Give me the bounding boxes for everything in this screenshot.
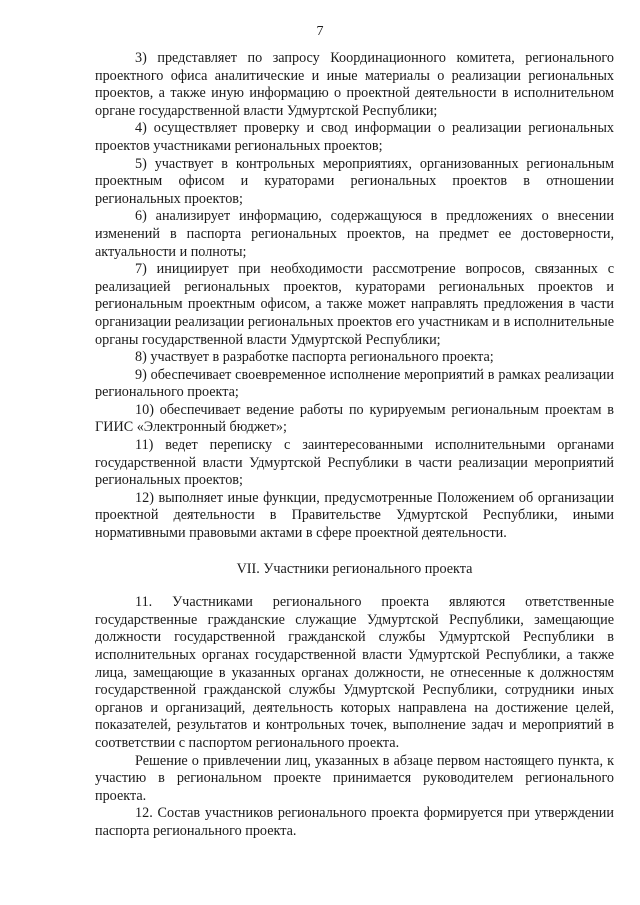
page-number: 7	[316, 24, 324, 39]
list-item-7: 7) инициирует при необходимости рассмотрение вопросов, связанных с реализацией региональных проектов, кураторами региональных проектов и региональным проектным офисом, а также может направлять предложения в части организации реализации региональных проектов его участникам и в исполнительные органы государственной власти Удмуртской Республики;	[95, 261, 614, 348]
section-paragraph-11: 11. Участниками регионального проекта являются ответственные государственные гражданские служащие Удмуртской Республики, замещающие должности государственной гражданской службы Удмуртской Республики в исполнительных органах государственной власти Удмуртской Республики, а также лица, замещающие в указанных органах должности, не отнесенные к должностям государственной гражданской службы Удмуртской Республики, сотрудники иных органов и организаций, деятельность которых направлена на достижение целей, показателей, результатов и контрольных точек, выполнение задач и мероприятий в соответствии с паспортом регионального проекта.	[95, 594, 614, 751]
list-item-8: 8) участвует в разработке паспорта регионального проекта;	[135, 349, 494, 366]
document-body	[95, 50, 614, 841]
list-item-6: 6) анализирует информацию, содержащуюся в предложениях о внесении изменений в паспорта региональных проектов, на предмет ее достоверности, актуальности и полноты;	[95, 208, 614, 260]
list-item-10: 10) обеспечивает ведение работы по курируемым региональным проектам в ГИИС «Электронный бюджет»;	[95, 401, 614, 436]
list-item-12: 12) выполняет иные функции, предусмотренные Положением об организации проектной деятельности в Правительстве Удмуртской Республики, иными нормативными правовыми актами в сфере проектной деятельности.	[95, 489, 614, 542]
section-paragraph-12: 12. Состав участников регионального проекта формируется при утверждении паспорта регионального проекта.	[95, 805, 614, 839]
list-item-11: 11) ведет переписку с заинтересованными исполнительными органами государственной власти Удмуртской Республики в части реализации мероприятий региональных проектов;	[95, 437, 614, 489]
list-item-9: 9) обеспечивает своевременное исполнение мероприятий в рамках реализации регионального проекта;	[95, 366, 614, 401]
list-item-3: 3) представляет по запросу Координационного комитета, регионального проектного офиса аналитические и иные материалы о реализации региональных проектов, а также иную информацию о проектной деятельности в исполнительном органе государственной власти Удмуртской Республики;	[95, 50, 614, 119]
section-heading: VII. Участники регионального проекта	[236, 560, 473, 577]
list-item-5: 5) участвует в контрольных мероприятиях, организованных региональным проектным офисом и кураторами региональных проектов в отношении региональных проектов;	[95, 155, 614, 207]
list-item-4: 4) осуществляет проверку и свод информации о реализации региональных проектов участниками региональных проектов;	[95, 120, 614, 154]
section-paragraph-decision: Решение о привлечении лиц, указанных в абзаце первом настоящего пункта, к участию в региональном проекте принимается руководителем регионального проекта.	[95, 752, 614, 804]
